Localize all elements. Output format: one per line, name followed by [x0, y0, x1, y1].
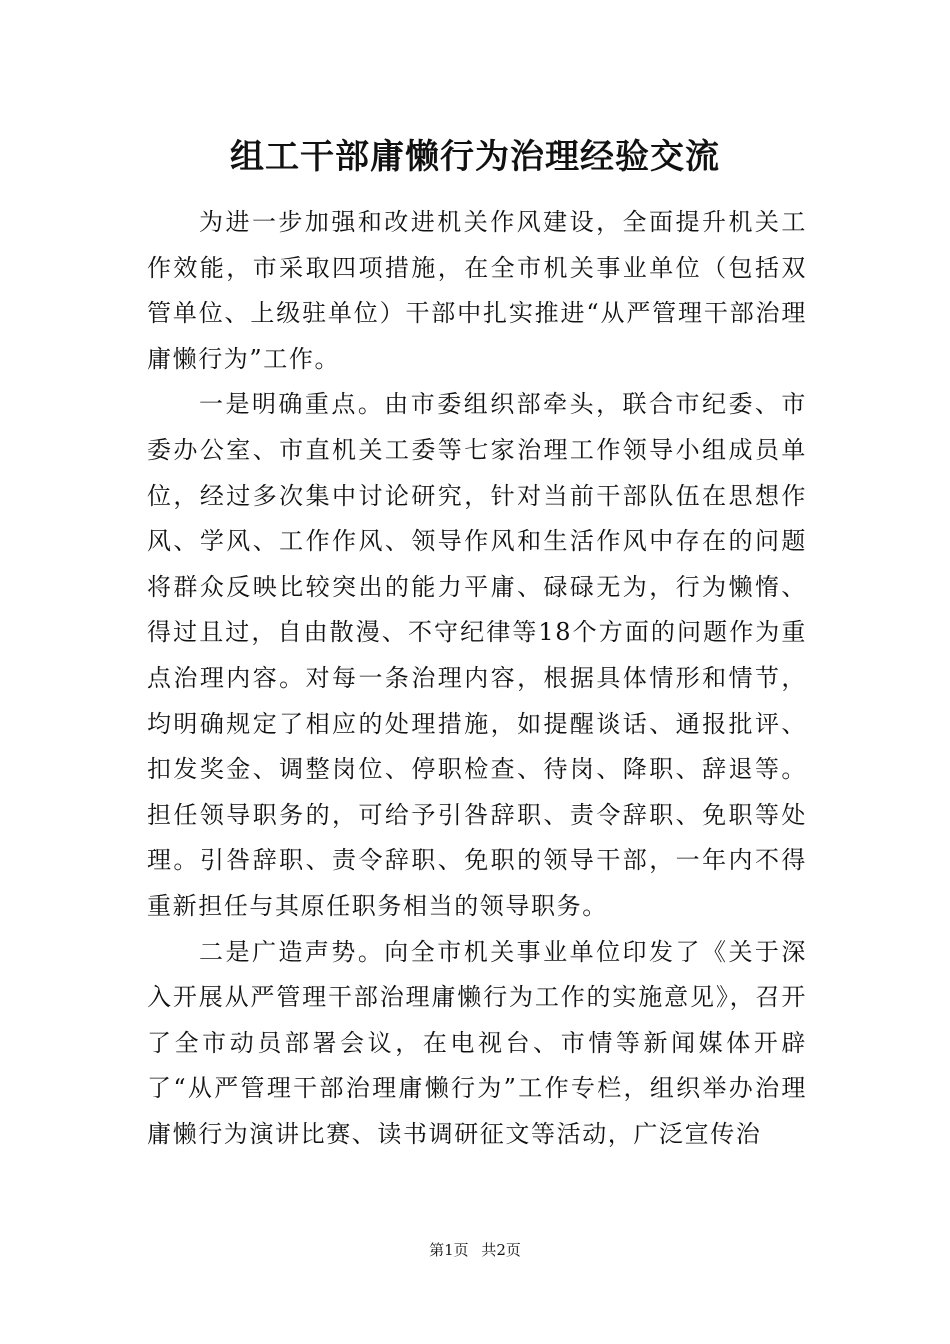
- page-total: 共2页: [481, 1241, 521, 1259]
- document-title: 组工干部庸懒行为治理经验交流: [230, 137, 720, 177]
- page-number: 第1页: [429, 1241, 469, 1259]
- paragraph-point-two: 二是广造声势。向全市机关事业单位印发了《关于深入开展从严管理干部治理庸懒行为工作的实施意见》，召开了全市动员部署会议，在电视台、市情等新闻媒体开辟了“从严管理干部治理庸懒行为”工作专栏，组织举办治理庸懒行为演讲比赛、读书调研征文等活动，广泛宣传治: [147, 937, 807, 1148]
- page-footer: [0, 1240, 950, 1260]
- document-body: [147, 200, 807, 1157]
- paragraph-point-one: 一是明确重点。由市委组织部牵头，联合市纪委、市委办公室、市直机关工委等七家治理工作领导小组成员单位，经过多次集中讨论研究，针对当前干部队伍在思想作风、学风、工作作风、领导作风和生活作风中存在的问题将群众反映比较突出的能力平庸、碌碌无为，行为懒惰、得过且过，自由散漫、不守纪律等18个方面的问题作为重点治理内容。对每一条治理内容，根据具体情形和情节，均明确规定了相应的处理措施，如提醒谈话、通报批评、扣发奖金、调整岗位、停职检查、待岗、降职、辞退等。担任领导职务的，可给予引咎辞职、责令辞职、免职等处理。引咎辞职、责令辞职、免职的领导干部，一年内不得重新担任与其原任职务相当的领导职务。: [147, 390, 807, 920]
- paragraph-intro: 为进一步加强和改进机关作风建设，全面提升机关工作效能，市采取四项措施，在全市机关事业单位（包括双管单位、上级驻单位）干部中扎实推进“从严管理干部治理庸懒行为”工作。: [147, 208, 807, 373]
